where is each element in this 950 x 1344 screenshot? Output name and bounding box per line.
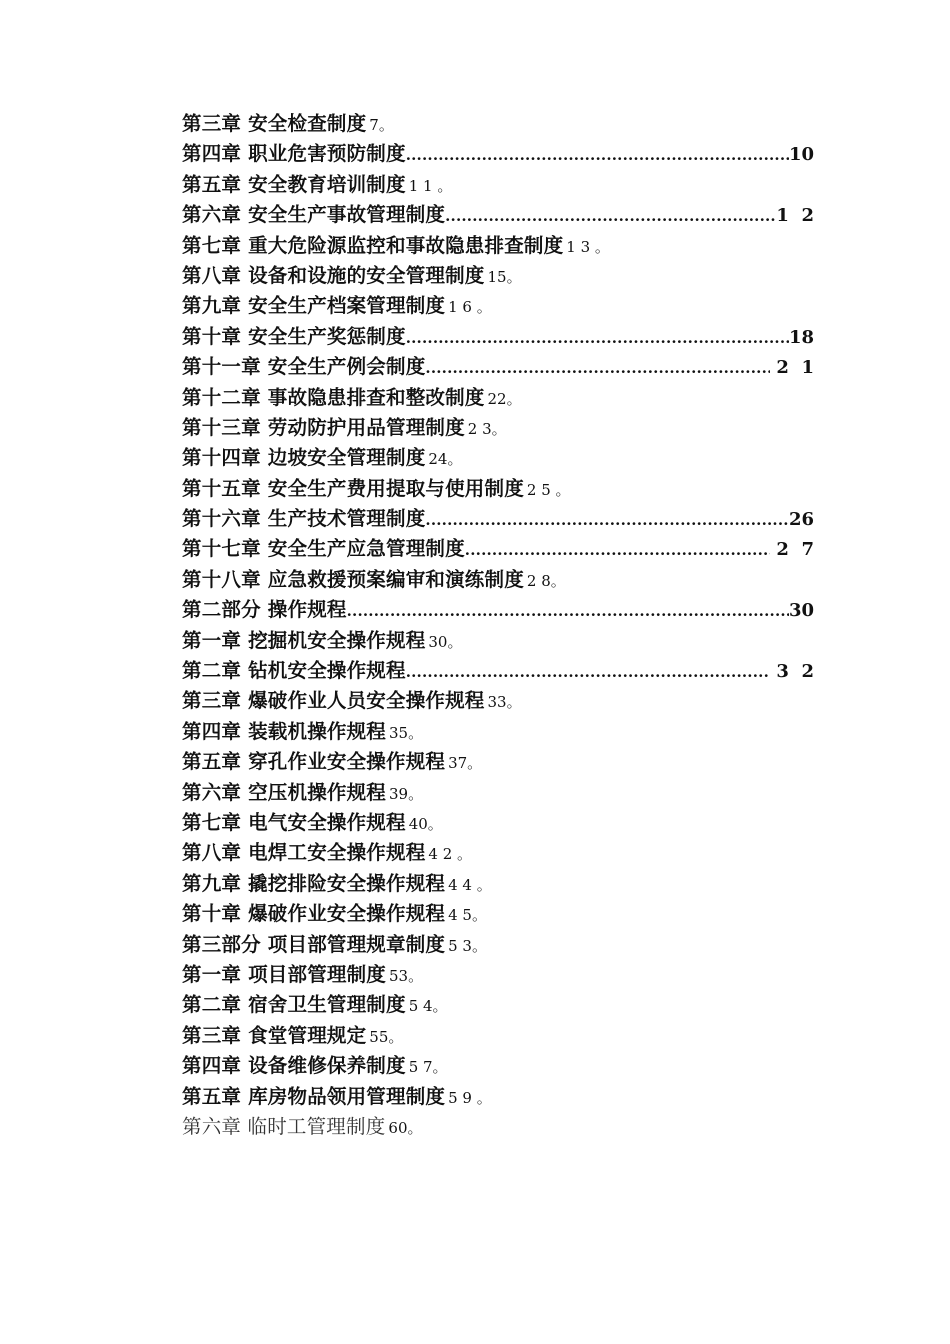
toc-entry-page: 4 2 。	[428, 845, 473, 864]
toc-entry-title: 第十七章 安全生产应急管理制度	[182, 537, 465, 561]
toc-entry-title: 第六章 安全生产事故管理制度	[182, 203, 446, 227]
toc-entry[interactable]	[182, 170, 814, 200]
toc-entry-page: 1 6 。	[448, 298, 492, 317]
toc-entry-title: 第十六章 生产技术管理制度	[182, 507, 426, 531]
toc-entry-page: 5 9 。	[448, 1088, 492, 1107]
table-of-contents	[182, 109, 814, 1142]
toc-entry[interactable]	[182, 595, 814, 625]
toc-entry-title: 第八章 电焊工安全操作规程	[182, 841, 426, 865]
toc-entry-title: 第九章 安全生产档案管理制度	[182, 294, 446, 318]
toc-entry[interactable]	[182, 534, 814, 564]
toc-entry-title: 第五章 穿孔作业安全操作规程	[182, 750, 446, 774]
toc-entry-title: 第九章 撬挖排险安全操作规程	[182, 871, 446, 895]
toc-entry[interactable]	[182, 383, 814, 413]
toc-leader-dots	[425, 505, 789, 534]
toc-entry[interactable]	[182, 200, 814, 230]
toc-leader-dots	[445, 201, 776, 230]
toc-entry-title: 第二部分 操作规程	[182, 598, 347, 622]
toc-entry[interactable]	[182, 960, 814, 990]
toc-entry-page: 40。	[408, 814, 443, 833]
toc-entry-title: 第三章 食堂管理规定	[182, 1023, 367, 1047]
toc-entry[interactable]	[182, 322, 814, 352]
toc-entry-title: 第三部分 项目部管理规章制度	[182, 932, 446, 956]
toc-entry-page: 1 2	[776, 205, 814, 227]
toc-entry-page: 3 2	[770, 661, 814, 683]
toc-entry-title: 第一章 项目部管理制度	[182, 962, 386, 986]
toc-entry-page: 2 7	[770, 539, 814, 561]
toc-entry-page: 35。	[389, 723, 424, 742]
toc-entry-title: 第四章 设备维修保养制度	[182, 1054, 406, 1078]
toc-entry-page: 7。	[369, 116, 394, 134]
toc-entry-page: 39。	[389, 784, 424, 803]
toc-entry-title: 第十章 爆破作业安全操作规程	[182, 902, 446, 926]
toc-entry-page: 5 4。	[408, 997, 448, 1016]
toc-entry[interactable]	[182, 869, 814, 899]
toc-entry-title: 第十二章 事故隐患排查和整改制度	[182, 385, 485, 409]
toc-entry-page: 26	[788, 509, 814, 531]
toc-entry[interactable]	[182, 443, 814, 473]
toc-leader-dots	[406, 323, 789, 352]
toc-entry[interactable]	[182, 899, 814, 929]
toc-entry-title: 第十四章 边坡安全管理制度	[182, 446, 426, 470]
toc-entry[interactable]	[182, 504, 814, 534]
toc-entry-page: 30。	[428, 632, 463, 651]
toc-entry[interactable]	[182, 109, 814, 139]
toc-entry-page: 22。	[487, 389, 522, 408]
toc-entry-page: 2 5 。	[526, 480, 571, 499]
toc-entry-title: 第五章 库房物品领用管理制度	[182, 1084, 446, 1108]
toc-entry-title: 第八章 设备和设施的安全管理制度	[182, 263, 485, 287]
toc-entry-page: 4 4 。	[448, 875, 492, 894]
toc-entry[interactable]	[182, 1112, 814, 1142]
toc-leader-dots	[347, 596, 789, 625]
toc-entry[interactable]	[182, 656, 814, 686]
toc-entry-title: 第四章 职业危害预防制度	[182, 142, 406, 166]
toc-entry-title: 第二章 钻机安全操作规程	[182, 659, 406, 683]
toc-entry-page: 10	[788, 144, 814, 166]
toc-entry-title: 第七章 电气安全操作规程	[182, 810, 406, 834]
toc-entry-title: 第一章 挖掘机安全操作规程	[182, 628, 426, 652]
toc-entry-page: 15。	[487, 267, 522, 286]
toc-entry-page: 4 5。	[448, 906, 487, 925]
toc-entry[interactable]	[182, 139, 814, 169]
toc-entry[interactable]	[182, 474, 814, 504]
toc-entry[interactable]	[182, 413, 814, 443]
toc-entry[interactable]	[182, 747, 814, 777]
toc-entry-page: 5 7。	[408, 1058, 448, 1077]
toc-entry-page: 37。	[448, 754, 483, 773]
toc-entry-title: 第三章 安全检查制度	[182, 112, 367, 135]
toc-entry-title: 第十三章 劳动防护用品管理制度	[182, 415, 465, 439]
toc-entry[interactable]	[182, 838, 814, 868]
toc-entry[interactable]	[182, 231, 814, 261]
toc-entry-title: 第十五章 安全生产费用提取与使用制度	[182, 476, 524, 500]
toc-entry-title: 第十八章 应急救援预案编审和演练制度	[182, 567, 524, 591]
toc-entry-title: 第十章 安全生产奖惩制度	[182, 324, 406, 348]
toc-entry-page: 18	[788, 326, 814, 348]
toc-entry[interactable]	[182, 930, 814, 960]
toc-entry-page: 60。	[388, 1118, 423, 1137]
toc-entry-page: 53。	[389, 966, 424, 985]
toc-entry[interactable]	[182, 808, 814, 838]
toc-entry-title: 第四章 装载机操作规程	[182, 719, 386, 743]
toc-leader-dots	[406, 657, 770, 686]
toc-entry-page: 2 8。	[526, 571, 566, 590]
toc-entry-page: 24。	[428, 450, 463, 469]
toc-entry-title: 第七章 重大危险源监控和事故隐患排查制度	[182, 233, 564, 257]
toc-entry[interactable]	[182, 261, 814, 291]
toc-entry-page: 33。	[487, 693, 522, 712]
toc-leader-dots	[425, 353, 770, 382]
toc-leader-dots	[465, 535, 770, 564]
toc-entry[interactable]	[182, 990, 814, 1020]
toc-entry[interactable]	[182, 1051, 814, 1081]
toc-entry[interactable]	[182, 717, 814, 747]
toc-entry-page: 1 3 。	[566, 237, 610, 256]
toc-entry-page: 55。	[369, 1027, 404, 1046]
toc-entry-page: 2 1	[770, 357, 814, 379]
toc-entry-title: 第六章 临时工管理制度	[182, 1114, 386, 1138]
toc-entry-page: 30	[788, 600, 814, 622]
toc-entry[interactable]	[182, 565, 814, 595]
toc-entry-title: 第三章 爆破作业人员安全操作规程	[182, 689, 485, 713]
toc-entry[interactable]	[182, 778, 814, 808]
toc-entry[interactable]	[182, 352, 814, 382]
toc-entry[interactable]	[182, 1082, 814, 1112]
toc-entry-title: 第六章 空压机操作规程	[182, 780, 386, 804]
toc-leader-dots	[406, 140, 789, 169]
toc-entry-page: 1 1 。	[408, 176, 453, 195]
toc-entry-title: 第十一章 安全生产例会制度	[182, 355, 426, 379]
toc-entry[interactable]	[182, 291, 814, 321]
toc-entry-title: 第二章 宿舍卫生管理制度	[182, 993, 406, 1017]
toc-entry-title: 第五章 安全教育培训制度	[182, 172, 406, 196]
toc-entry[interactable]	[182, 686, 814, 716]
toc-entry[interactable]	[182, 626, 814, 656]
toc-entry-page: 2 3。	[467, 419, 507, 438]
toc-entry-page: 5 3。	[448, 936, 487, 955]
toc-entry[interactable]	[182, 1021, 814, 1051]
